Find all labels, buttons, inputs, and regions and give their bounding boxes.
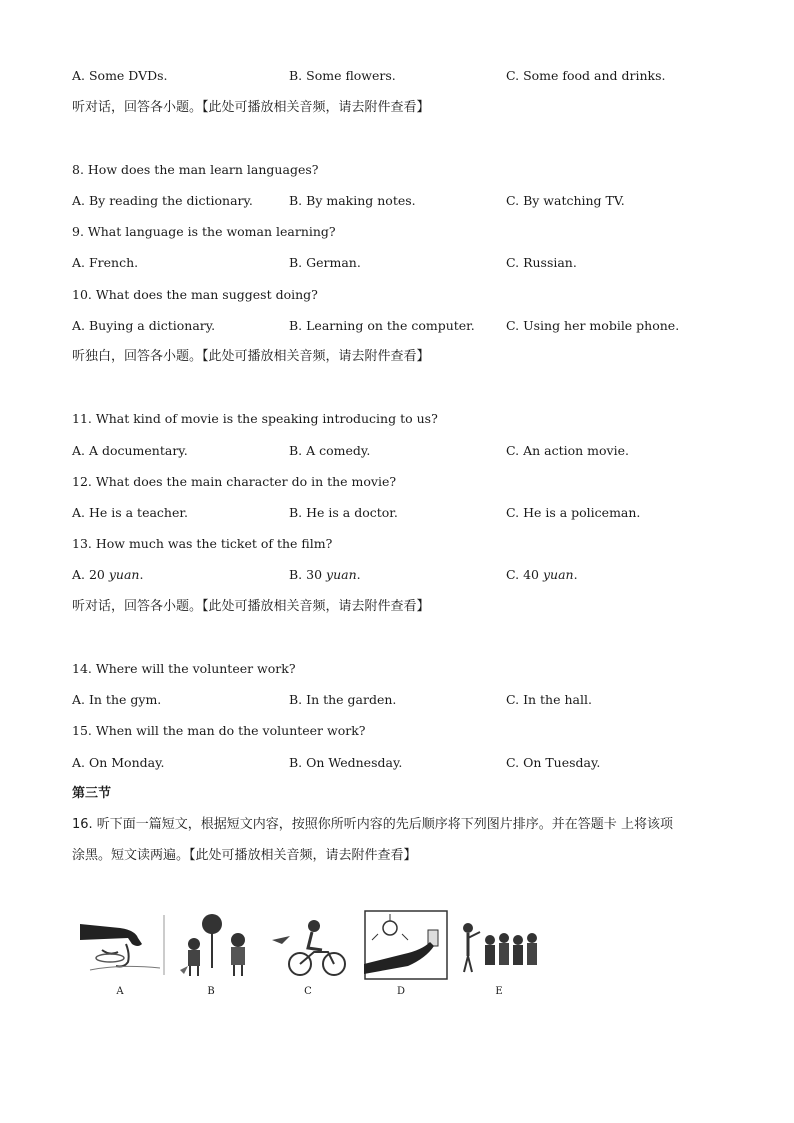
q13-option-b-suffix: .: [356, 567, 361, 582]
q8-option-b: B. By making notes.: [289, 193, 416, 208]
q15-stem: 15. When will the man do the volunteer work?: [72, 723, 366, 738]
q7-option-c: C. Some food and drinks.: [506, 68, 666, 83]
q8-stem: 8. How does the man learn languages?: [72, 162, 319, 177]
picture-a-washing-hands: [80, 910, 166, 980]
q12-option-b: B. He is a doctor.: [289, 505, 398, 520]
q10-option-a: A. Buying a dictionary.: [72, 318, 216, 333]
picture-label-c: C: [304, 986, 312, 997]
q10-option-c: C. Using her mobile phone.: [506, 318, 680, 333]
picture-label-b: B: [207, 986, 215, 997]
picture-e-group-of-people: [458, 910, 544, 980]
q11-stem: 11. What kind of movie is the speaking introducing to us?: [72, 411, 438, 426]
section-3-heading: 第三节: [72, 786, 112, 801]
q10-option-b: B. Learning on the computer.: [289, 318, 475, 333]
q13-option-c-unit: yuan: [542, 567, 574, 582]
q9-option-b: B. German.: [289, 255, 361, 270]
q13-option-a-suffix: .: [139, 567, 144, 582]
q12-option-a: A. He is a teacher.: [72, 505, 188, 520]
q11-option-b: B. A comedy.: [289, 443, 371, 458]
q9-option-a: A. French.: [72, 255, 139, 270]
instruction-dialogue-2: 听对话，回答各小题。【此处可播放相关音频，请去附件查看】: [72, 599, 430, 614]
q13-option-b: [289, 567, 361, 583]
q13-option-a: [72, 567, 143, 583]
q14-option-b: B. In the garden.: [289, 692, 397, 707]
q13-option-c-suffix: .: [573, 567, 578, 582]
q11-option-c: C. An action movie.: [506, 443, 629, 458]
picture-label-a: A: [116, 986, 124, 997]
q13-option-c: [506, 567, 578, 583]
q14-stem: 14. Where will the volunteer work?: [72, 661, 296, 676]
instruction-dialogue-1: 听对话，回答各小题。【此处可播放相关音频，请去附件查看】: [72, 100, 430, 115]
q13-option-b-prefix: B. 30: [289, 567, 327, 582]
q8-option-c: C. By watching TV.: [506, 193, 625, 208]
q11-option-a: A. A documentary.: [72, 443, 188, 458]
q13-option-a-prefix: A. 20: [72, 567, 109, 582]
picture-c-riding-bicycle: [268, 910, 350, 980]
q13-option-b-unit: yuan: [326, 567, 357, 582]
picture-label-d: D: [396, 986, 406, 997]
q10-stem: 10. What does the man suggest doing?: [72, 287, 318, 302]
q7-option-b: B. Some flowers.: [289, 68, 396, 83]
q8-option-a: A. By reading the dictionary.: [72, 193, 253, 208]
picture-d-turning-off-light: [364, 910, 448, 980]
picture-label-e: E: [495, 986, 503, 997]
q9-option-c: C. Russian.: [506, 255, 577, 270]
q9-stem: 9. What language is the woman learning?: [72, 224, 336, 239]
q16-instruction-line1: 16. 听下面一篇短文，根据短文内容，按照你所听内容的先后顺序将下列图片排序。并在答题卡 上将该项: [72, 817, 673, 832]
q15-option-c: C. On Tuesday.: [506, 755, 601, 770]
picture-b-planting-trees: [176, 910, 256, 980]
q14-option-c: C. In the hall.: [506, 692, 592, 707]
q12-stem: 12. What does the main character do in the movie?: [72, 474, 397, 489]
q16-instruction-line2: 涂黑。短文读两遍。【此处可播放相关音频，请去附件查看】: [72, 848, 417, 863]
q15-option-b: B. On Wednesday.: [289, 755, 403, 770]
instruction-monologue: 听独白，回答各小题。【此处可播放相关音频，请去附件查看】: [72, 349, 430, 364]
q15-option-a: A. On Monday.: [72, 755, 165, 770]
q12-option-c: C. He is a policeman.: [506, 505, 641, 520]
q13-option-a-unit: yuan: [108, 567, 140, 582]
q14-option-a: A. In the gym.: [72, 692, 162, 707]
q7-option-a: A. Some DVDs.: [72, 68, 168, 83]
q13-stem: 13. How much was the ticket of the film?: [72, 536, 333, 551]
q13-option-c-prefix: C. 40: [506, 567, 543, 582]
